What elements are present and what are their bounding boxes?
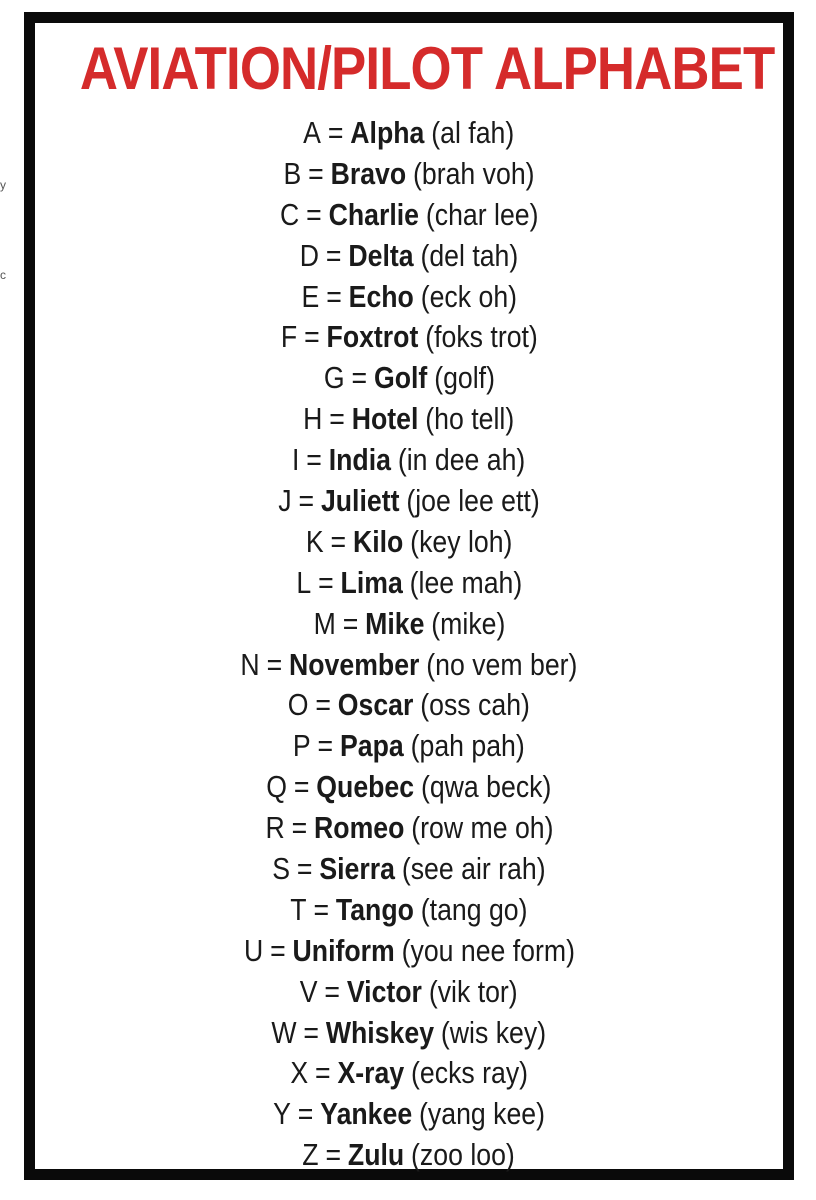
pronunciation: (ho tell)	[425, 401, 515, 437]
pronunciation: (del tah)	[420, 237, 519, 273]
alphabet-row-u	[35, 931, 783, 972]
code-word: India	[329, 442, 392, 478]
alphabet-row-y	[35, 1094, 783, 1135]
equals-sign: =	[269, 932, 286, 968]
code-word: Oscar	[337, 687, 414, 723]
equals-sign: =	[325, 1137, 342, 1173]
code-word: X-ray	[337, 1055, 404, 1091]
code-word: Bravo	[330, 155, 407, 191]
alphabet-letter: M	[313, 605, 336, 641]
code-word: Romeo	[313, 810, 404, 846]
equals-sign: =	[297, 1096, 314, 1132]
alphabet-letter: L	[296, 564, 311, 600]
code-word: Yankee	[320, 1096, 413, 1132]
pronunciation: (foks trot)	[424, 319, 538, 355]
equals-sign: =	[342, 605, 358, 641]
equals-sign: =	[317, 564, 334, 600]
alphabet-row-content	[301, 277, 516, 318]
alphabet-row-content	[303, 1135, 515, 1176]
pronunciation: (lee mah)	[409, 564, 522, 600]
alphabet-letter: Z	[302, 1137, 320, 1173]
alphabet-row-content	[293, 726, 525, 767]
alphabet-row-content	[296, 563, 522, 604]
pronunciation: (qwa beck)	[421, 769, 552, 805]
equals-sign: =	[329, 401, 346, 437]
edge-mark: c	[0, 268, 6, 282]
pronunciation: (tang go)	[420, 891, 528, 927]
pronunciation: (oss cah)	[420, 687, 531, 723]
code-word: Tango	[336, 891, 415, 927]
code-word: Alpha	[350, 115, 425, 150]
pronunciation: (joe lee ett)	[406, 483, 540, 519]
code-word: Lima	[340, 564, 403, 600]
alphabet-row-c	[35, 195, 783, 236]
pronunciation: (al fah)	[431, 115, 515, 150]
equals-sign: =	[351, 360, 367, 396]
alphabet-row-e	[35, 277, 783, 318]
alphabet-row-content	[290, 1053, 528, 1094]
alphabet-row-content	[292, 440, 525, 481]
alphabet-row-z	[35, 1135, 783, 1176]
equals-sign: =	[308, 155, 324, 191]
pronunciation: (char lee)	[425, 196, 539, 232]
pronunciation: (vik tor)	[429, 973, 518, 1009]
alphabet-row-b	[35, 154, 783, 195]
equals-sign: =	[324, 973, 341, 1009]
equals-sign: =	[305, 196, 322, 232]
alphabet-row-content	[265, 808, 553, 849]
alphabet-row-r	[35, 808, 783, 849]
pronunciation: (wis key)	[441, 1014, 547, 1050]
pronunciation: (row me oh)	[410, 810, 554, 846]
alphabet-row-o	[35, 685, 783, 726]
alphabet-row-content	[306, 522, 513, 563]
alphabet-row-s	[35, 849, 783, 890]
code-word: Whiskey	[326, 1014, 435, 1050]
pronunciation: (pah pah)	[410, 728, 525, 764]
equals-sign: =	[294, 769, 310, 805]
code-word: Echo	[348, 278, 414, 314]
code-word: Kilo	[352, 523, 404, 559]
alphabet-letter: U	[243, 932, 263, 968]
alphabet-list	[35, 113, 783, 1176]
code-word: Papa	[340, 728, 404, 764]
equals-sign: =	[291, 810, 307, 846]
equals-sign: =	[298, 483, 315, 519]
pronunciation: (zoo loo)	[411, 1137, 516, 1173]
alphabet-row-v	[35, 972, 783, 1013]
equals-sign: =	[330, 523, 346, 559]
alphabet-row-content	[278, 481, 539, 522]
alphabet-row-content	[272, 849, 545, 890]
alphabet-letter: H	[303, 401, 323, 437]
code-word: Charlie	[328, 196, 419, 232]
edge-mark: y	[0, 178, 6, 192]
alphabet-row-i	[35, 440, 783, 481]
alphabet-row-content	[288, 685, 530, 726]
alphabet-row-content	[283, 154, 534, 195]
alphabet-row-content	[266, 767, 551, 808]
equals-sign: =	[325, 278, 342, 314]
code-word: November	[289, 646, 420, 682]
alphabet-row-d	[35, 236, 783, 277]
alphabet-row-content	[323, 358, 494, 399]
equals-sign: =	[306, 442, 323, 478]
alphabet-row-content	[303, 113, 514, 154]
alphabet-row-a	[35, 113, 783, 154]
code-word: Juliett	[320, 483, 400, 519]
code-word: Delta	[348, 237, 414, 273]
alphabet-poster	[24, 12, 794, 1180]
alphabet-row-j	[35, 481, 783, 522]
alphabet-row-n	[35, 645, 783, 686]
equals-sign: =	[303, 1014, 320, 1050]
alphabet-letter: D	[299, 237, 320, 273]
equals-sign: =	[325, 237, 342, 273]
alphabet-letter: E	[301, 278, 320, 314]
alphabet-letter: Y	[273, 1096, 291, 1132]
equals-sign: =	[317, 728, 334, 764]
pronunciation: (no vem ber)	[426, 646, 578, 682]
code-word: Zulu	[348, 1137, 405, 1173]
equals-sign: =	[313, 891, 330, 927]
code-word: Mike	[364, 605, 424, 641]
alphabet-row-h	[35, 399, 783, 440]
alphabet-letter: B	[283, 155, 302, 191]
alphabet-letter: G	[323, 360, 345, 396]
alphabet-letter: J	[278, 483, 292, 519]
alphabet-row-t	[35, 890, 783, 931]
alphabet-letter: K	[305, 523, 324, 559]
equals-sign: =	[315, 687, 332, 723]
equals-sign: =	[303, 319, 320, 355]
code-word: Uniform	[292, 932, 395, 968]
alphabet-row-p	[35, 726, 783, 767]
poster-title: AVIATION/PILOT ALPHABET	[79, 35, 775, 102]
alphabet-row-content	[243, 931, 574, 972]
pronunciation: (mike)	[430, 605, 505, 641]
pronunciation: (in dee ah)	[398, 442, 526, 478]
alphabet-row-content	[241, 645, 578, 686]
alphabet-letter: O	[287, 687, 309, 723]
pronunciation: (key loh)	[410, 523, 513, 559]
pronunciation: (ecks ray)	[410, 1055, 528, 1091]
pronunciation: (see air rah)	[401, 851, 546, 887]
alphabet-letter: N	[240, 646, 260, 682]
equals-sign: =	[297, 851, 313, 887]
alphabet-letter: V	[300, 973, 318, 1009]
left-edge-marks	[0, 0, 20, 300]
alphabet-row-content	[290, 890, 527, 931]
alphabet-letter: P	[293, 728, 311, 764]
alphabet-letter: X	[290, 1055, 308, 1091]
pronunciation: (golf)	[433, 360, 495, 396]
alphabet-row-w	[35, 1013, 783, 1054]
equals-sign: =	[266, 646, 283, 682]
alphabet-row-content	[281, 317, 538, 358]
code-word: Golf	[373, 360, 427, 396]
alphabet-letter: R	[264, 810, 285, 846]
alphabet-row-m	[35, 604, 783, 645]
alphabet-row-f	[35, 317, 783, 358]
code-word: Quebec	[316, 769, 415, 805]
alphabet-row-content	[273, 1094, 545, 1135]
alphabet-row-content	[280, 195, 538, 236]
alphabet-row-k	[35, 522, 783, 563]
alphabet-letter: I	[292, 442, 300, 478]
code-word: Victor	[347, 973, 423, 1009]
alphabet-letter: S	[272, 851, 291, 887]
alphabet-row-x	[35, 1053, 783, 1094]
pronunciation: (you nee form)	[401, 932, 575, 968]
alphabet-letter: A	[303, 115, 322, 150]
equals-sign: =	[328, 115, 344, 150]
alphabet-row-l	[35, 563, 783, 604]
code-word: Sierra	[319, 851, 396, 887]
alphabet-letter: T	[290, 891, 307, 927]
alphabet-letter: F	[280, 319, 297, 355]
pronunciation: (eck oh)	[420, 278, 517, 314]
alphabet-row-content	[303, 399, 514, 440]
pronunciation: (brah voh)	[413, 155, 535, 191]
alphabet-letter: Q	[266, 769, 288, 805]
alphabet-letter: W	[271, 1014, 297, 1050]
alphabet-row-q	[35, 767, 783, 808]
alphabet-letter: C	[279, 196, 300, 232]
alphabet-row-content	[300, 236, 518, 277]
pronunciation: (yang kee)	[418, 1096, 545, 1132]
alphabet-row-g	[35, 358, 783, 399]
alphabet-row-content	[272, 1013, 547, 1054]
alphabet-row-content	[300, 972, 518, 1013]
equals-sign: =	[314, 1055, 331, 1091]
code-word: Foxtrot	[326, 319, 418, 355]
alphabet-row-content	[313, 604, 505, 645]
code-word: Hotel	[352, 401, 419, 437]
